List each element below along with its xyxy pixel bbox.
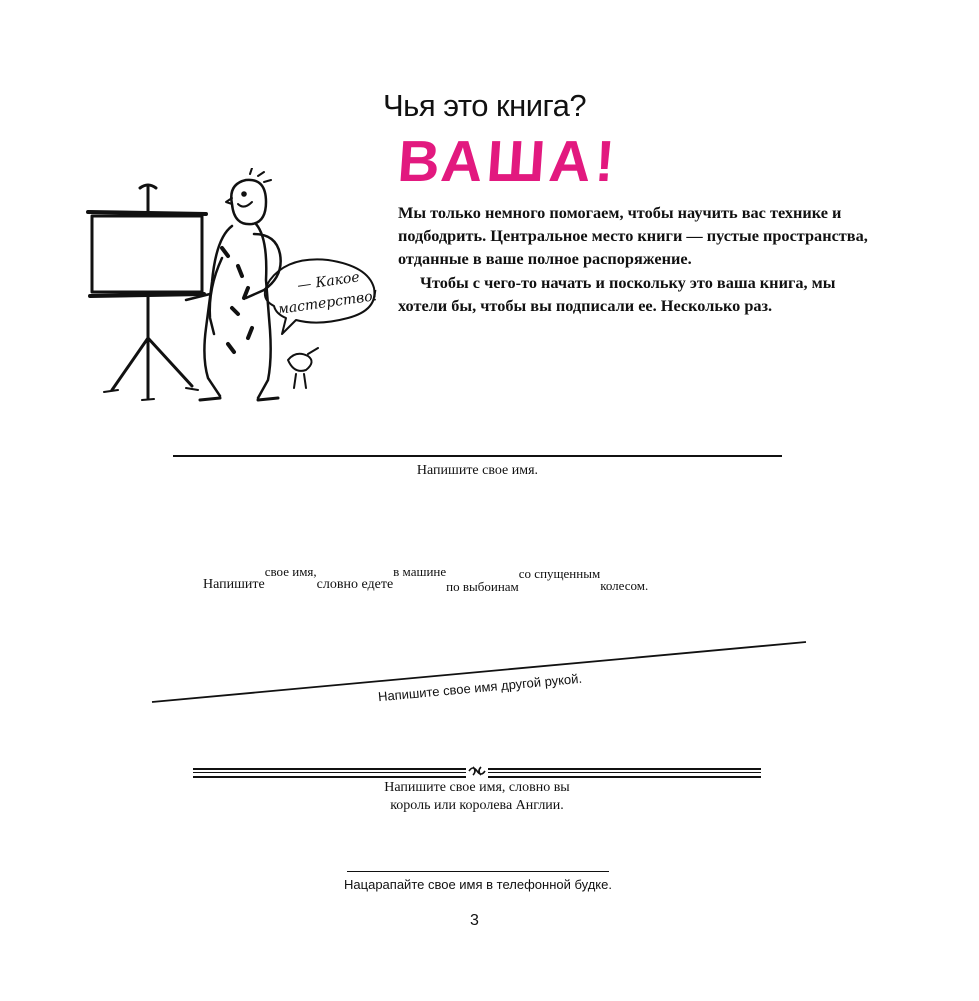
bumpy-word-2: свое имя, — [264, 564, 317, 579]
intro-text — [398, 201, 868, 317]
phone-booth-caption: Нацарапайте свое имя в телефонной будке. — [344, 877, 612, 892]
name-signature-line[interactable] — [173, 455, 782, 457]
royal-caption-line-2: король или королева Англии. — [390, 798, 564, 813]
bumpy-road-caption — [203, 564, 649, 594]
other-hand-signature-area[interactable] — [150, 640, 810, 710]
name-caption: Напишите свое имя. — [416, 463, 539, 478]
royal-caption — [193, 779, 761, 815]
phone-booth-signature-line[interactable] — [347, 871, 609, 872]
easel-board — [92, 216, 202, 292]
bumpy-word-5: по выбоинам — [446, 579, 519, 594]
page-question: Чья это книга? — [383, 88, 587, 123]
fleuron-icon — [466, 762, 488, 780]
page-number: 3 — [470, 912, 479, 929]
bumpy-word-7: колесом. — [600, 578, 649, 593]
other-hand-caption: Напишите свое имя другой рукой. — [377, 670, 583, 705]
intro-paragraph-2: Чтобы с чего-то начать и поскольку это ваша книга, мы хотели бы, чтобы вы подписали ее. Несколько раз. — [398, 272, 836, 315]
bumpy-word-4: в машине — [393, 564, 447, 579]
intro-paragraph-1: Мы только немного помогаем, чтобы научить вас технике и подбодрить. Центральное место книги — пустые пространства, отданные в ваше полное распоряжение. — [398, 203, 868, 269]
bumpy-word-1: Напишите — [203, 577, 265, 592]
page-answer: ВАША! — [395, 129, 621, 194]
royal-caption-line-1: Напишите свое имя, словно вы — [384, 780, 570, 795]
speech-line-1: — Какое — [296, 269, 361, 294]
speech-line-2: мастерство! — [276, 287, 380, 318]
bumpy-word-3: словно едете — [316, 577, 394, 592]
artist-illustration — [82, 168, 382, 404]
bumpy-word-6: со спущенным — [518, 566, 601, 581]
